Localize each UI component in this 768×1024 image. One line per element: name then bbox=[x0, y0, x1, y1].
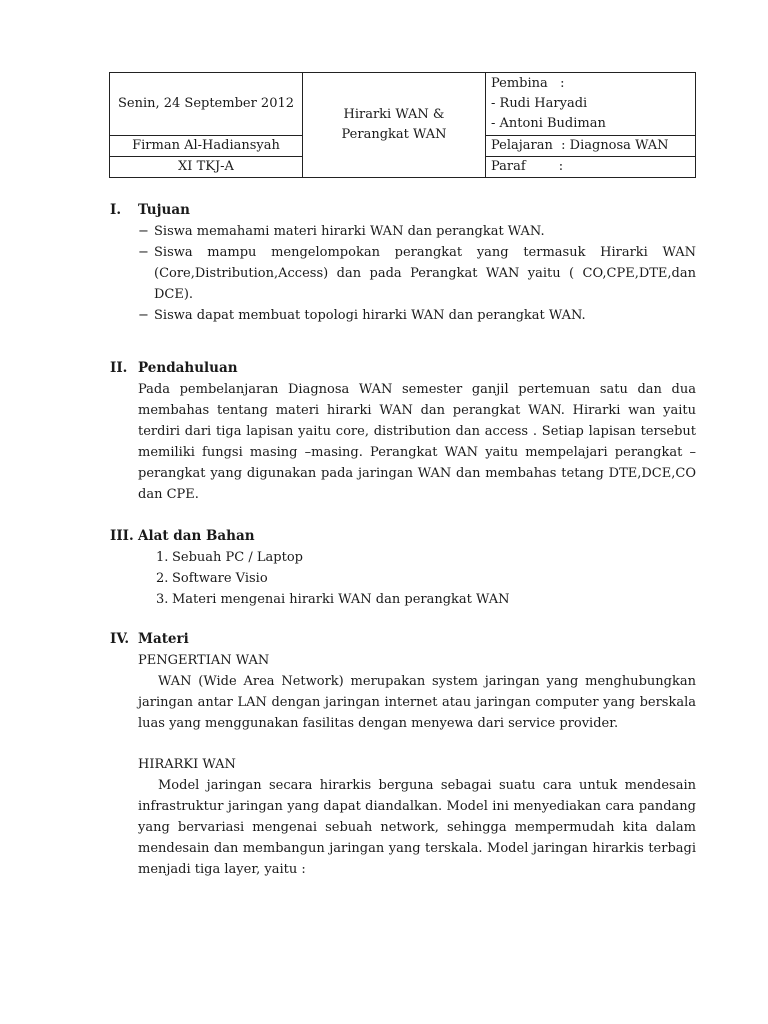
section-number: IV. bbox=[110, 631, 130, 647]
header-pembina bbox=[486, 73, 696, 136]
section-number: III. bbox=[110, 528, 134, 544]
section-title: Tujuan bbox=[138, 202, 190, 218]
section-heading bbox=[110, 200, 696, 221]
list-item: 3. Materi mengenai hirarki WAN dan perangkat WAN bbox=[156, 592, 510, 607]
paragraph: Pada pembelanjaran Diagnosa WAN semester ganjil pertemuan satu dan dua membahas tentang materi hirarki WAN dan perangkat WAN. Hirarki wan yaitu terdiri dari tiga lapisan yaitu core, distribution dan access . Setiap lapisan tersebut memiliki fungsi masing –masing. Perangkat WAN yaitu mempelajari perangkat – perangkat yang digunakan pada jaringan WAN dan membahas tetang DTE,DCE,CO dan CPE. bbox=[138, 382, 696, 502]
list-item: 1. Sebuah PC / Laptop bbox=[156, 550, 303, 565]
section-title: Pendahuluan bbox=[138, 360, 238, 376]
list-item: 2. Software Visio bbox=[156, 571, 268, 586]
list-item: − Siswa memahami materi hirarki WAN dan perangkat WAN. bbox=[138, 221, 696, 242]
subheading-hirarki-wan: HIRARKI WAN bbox=[138, 757, 236, 772]
section-alat-bahan bbox=[110, 526, 696, 610]
section-number: I. bbox=[110, 202, 122, 218]
title-line-1: Hirarki WAN & bbox=[343, 107, 445, 122]
dash-bullet: − bbox=[138, 245, 149, 260]
list-item: − Siswa mampu mengelompokan perangkat yang termasuk Hirarki WAN (Core,Distribution,Access) dan pada Perangkat WAN yaitu ( CO,CPE,DTE,dan DCE). bbox=[138, 242, 696, 305]
section-heading bbox=[110, 526, 696, 547]
section-tujuan bbox=[110, 200, 696, 326]
section-heading bbox=[110, 358, 696, 379]
header-title bbox=[303, 73, 486, 178]
header-pelajaran: Pelajaran : Diagnosa WAN bbox=[486, 136, 696, 157]
section-title: Alat dan Bahan bbox=[138, 528, 255, 544]
section-title: Materi bbox=[138, 631, 189, 647]
pembina-name-2: - Antoni Budiman bbox=[491, 116, 606, 131]
dash-bullet: − bbox=[138, 224, 149, 239]
dash-bullet: − bbox=[138, 308, 149, 323]
header-author: Firman Al-Hadiansyah bbox=[110, 136, 303, 157]
header-table bbox=[109, 72, 696, 178]
header-paraf: Paraf : bbox=[486, 157, 696, 178]
section-number: II. bbox=[110, 360, 128, 376]
header-class: XI TKJ-A bbox=[110, 157, 303, 178]
section-materi bbox=[110, 629, 696, 880]
section-heading bbox=[110, 629, 696, 650]
pembina-label: Pembina : bbox=[491, 76, 565, 91]
subheading-pengertian-wan: PENGERTIAN WAN bbox=[138, 653, 270, 668]
list-item: − Siswa dapat membuat topologi hirarki WAN dan perangkat WAN. bbox=[138, 305, 696, 326]
paragraph: WAN (Wide Area Network) merupakan system jaringan yang menghubungkan jaringan antar LAN dengan jaringan internet atau jaringan computer yang berskala luas yang menggunakan fasilitas dengan menyewa dari service provider. bbox=[138, 674, 696, 731]
paragraph: Model jaringan secara hirarkis berguna sebagai suatu cara untuk mendesain infrastruktur jaringan yang dapat diandalkan. Model ini menyediakan cara pandang yang bervariasi mengenai sebuah network, sehingga mempermudah kita dalam mendesain dan membangun jaringan yang terskala. Model jaringan hirarkis terbagi menjadi tiga layer, yaitu : bbox=[138, 778, 696, 877]
pembina-name-1: - Rudi Haryadi bbox=[491, 96, 588, 111]
section-pendahuluan bbox=[110, 358, 696, 505]
header-date: Senin, 24 September 2012 bbox=[110, 73, 303, 136]
title-line-2: Perangkat WAN bbox=[341, 127, 447, 142]
